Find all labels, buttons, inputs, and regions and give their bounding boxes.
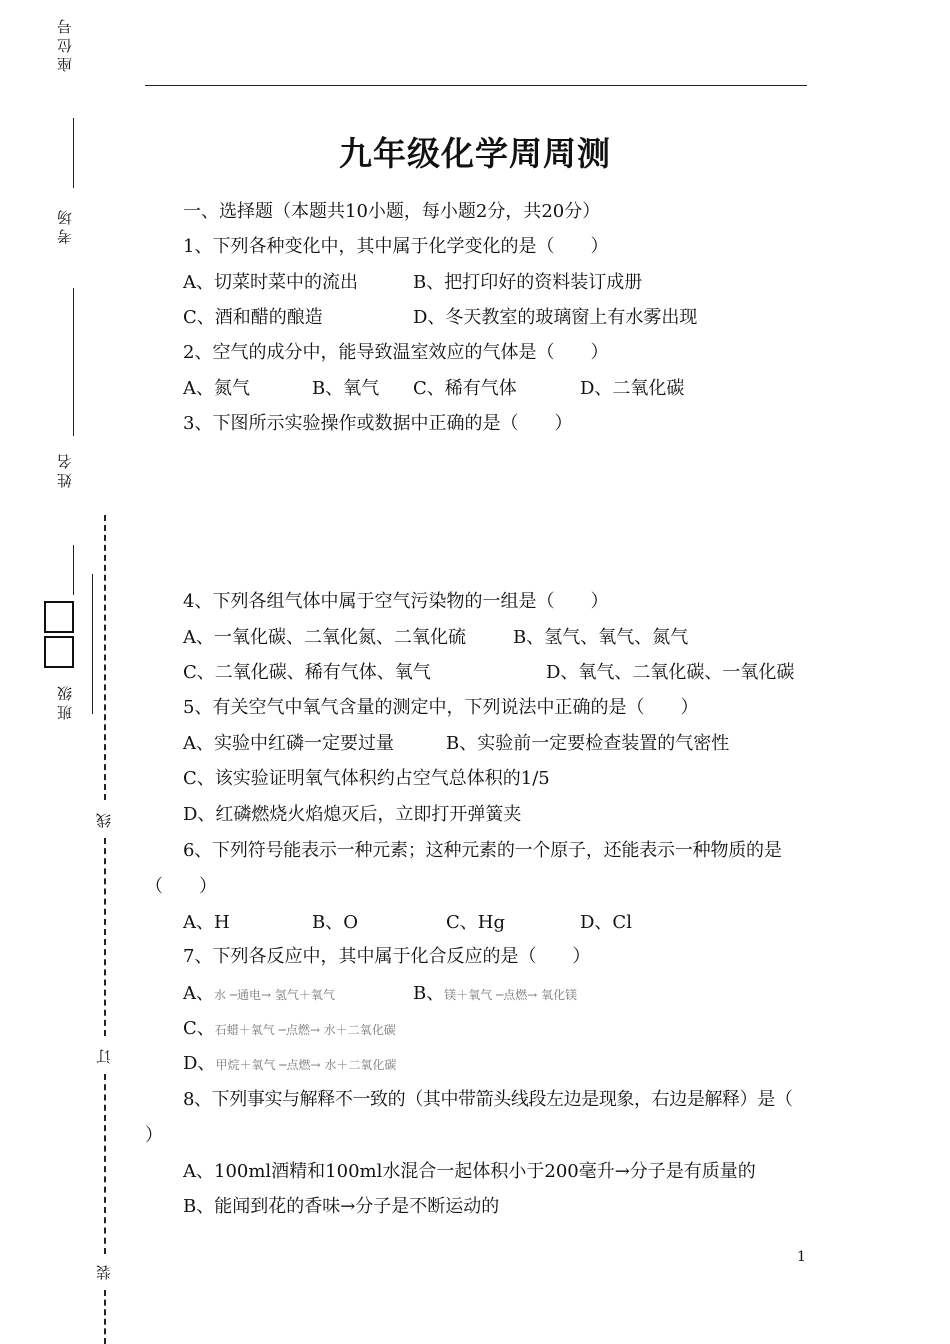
q7-stem: 7、下列各反应中，其中属于化合反应的是（ ） [183, 946, 591, 967]
q7-option-a [183, 983, 335, 1006]
q4-option-b: B、氢气、氧气、氮气 [513, 627, 689, 648]
q6-option-a: A、H [183, 912, 230, 933]
q7-option-b [413, 983, 577, 1006]
page-number: 1 [797, 1249, 806, 1265]
q7-option-c-equation: 石蜡＋氧气 ─点燃→ 水＋二氧化碳 [214, 1023, 396, 1037]
q6-option-c: C、Hg [446, 912, 505, 933]
binding-dash-3 [104, 1074, 106, 1254]
class-blank-2 [92, 574, 93, 714]
q8-option-a: A、100ml酒精和100ml水混合一起体积小于200毫升→分子是有质量的 [183, 1161, 756, 1182]
q5-option-d: D、红磷燃烧火焰熄灭后，立即打开弹簧夹 [183, 804, 522, 825]
q6-option-b: B、O [312, 912, 358, 933]
binding-install-label: 装 [95, 1261, 113, 1280]
binding-line-label: 线 [95, 809, 113, 828]
q2-stem: 2、空气的成分中，能导致温室效应的气体是（ ） [183, 342, 609, 363]
q8-stem-continued: ） [145, 1125, 163, 1146]
q6-option-d: D、Cl [580, 912, 632, 933]
q7-option-d-equation: 甲烷＋氧气 ─点燃→ 水＋二氧化碳 [215, 1058, 397, 1072]
binding-dash-2 [104, 838, 106, 1036]
q5-option-a: A、实验中红磷一定要过量 [183, 733, 394, 754]
q7-option-c [183, 1018, 396, 1041]
q4-option-d: D、氧气、二氧化碳、一氧化碳 [546, 662, 795, 683]
class-label: 班级 [56, 682, 74, 720]
page-title: 九年级化学周周测 [339, 134, 611, 173]
q6-stem-continued: （ ） [145, 876, 217, 897]
name-blank [73, 288, 74, 436]
q1-option-a: A、切菜时菜中的流出 [183, 272, 358, 293]
q1-stem: 1、下列各种变化中，其中属于化学变化的是（ ） [183, 236, 609, 257]
q7-option-c-label: C、 [183, 1018, 215, 1039]
q7-option-d-label: D、 [183, 1053, 216, 1074]
q2-option-d: D、二氧化碳 [580, 378, 685, 399]
q7-option-b-label: B、 [413, 983, 445, 1004]
q5-option-b: B、实验前一定要检查装置的气密性 [446, 733, 730, 754]
q7-option-b-equation: 镁＋氧气 ─点燃→ 氧化镁 [444, 988, 578, 1002]
binding-dash-4 [104, 1290, 106, 1344]
q3-stem: 3、下图所示实验操作或数据中正确的是（ ） [183, 413, 573, 434]
q8-option-b: B、能闻到花的香味→分子是不断运动的 [183, 1196, 500, 1217]
class-box-2 [44, 636, 74, 668]
q5-option-c: C、该实验证明氧气体积约占空气总体积的1/5 [183, 768, 550, 789]
seat-number-label: 座位号 [56, 15, 74, 72]
header-rule [145, 85, 807, 86]
q2-option-a: A、氮气 [183, 378, 250, 399]
q7-option-d [183, 1053, 396, 1076]
binding-dash-1 [104, 515, 106, 800]
section-heading: 一、选择题（本题共10小题，每小题2分，共20分） [183, 201, 601, 222]
name-label: 姓名 [56, 450, 74, 488]
exam-room-label: 考场 [56, 206, 74, 244]
q1-option-d: D、冬天教室的玻璃窗上有水雾出现 [413, 307, 698, 328]
q4-option-c: C、二氧化碳、稀有气体、氧气 [183, 662, 431, 683]
class-blank [73, 545, 74, 595]
q5-stem: 5、有关空气中氧气含量的测定中，下列说法中正确的是（ ） [183, 697, 699, 718]
q7-option-a-label: A、 [183, 983, 214, 1004]
q1-option-b: B、把打印好的资料装订成册 [413, 272, 643, 293]
q2-option-c: C、稀有气体 [413, 378, 517, 399]
q8-stem: 8、下列事实与解释不一致的（其中带箭头线段左边是现象，右边是解释）是（ [183, 1089, 793, 1110]
q2-option-b: B、氧气 [312, 378, 380, 399]
q4-stem: 4、下列各组气体中属于空气污染物的一组是（ ） [183, 591, 609, 612]
q7-option-a-equation: 水 ─通电→ 氢气＋氧气 [214, 988, 335, 1002]
class-box-1 [44, 601, 74, 633]
binding-order-label: 订 [95, 1045, 113, 1064]
q6-stem: 6、下列符号能表示一种元素；这种元素的一个原子，还能表示一种物质的是 [183, 840, 782, 861]
q4-option-a: A、一氧化碳、二氧化氮、二氧化硫 [183, 627, 466, 648]
q1-option-c: C、酒和醋的酿造 [183, 307, 323, 328]
